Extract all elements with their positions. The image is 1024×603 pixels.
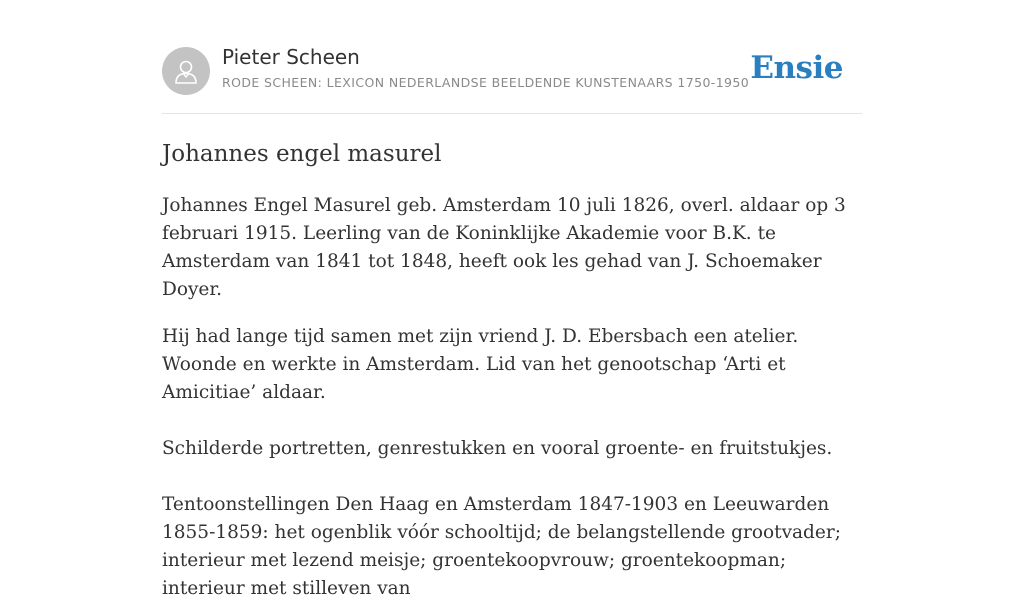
article-body <box>162 192 862 603</box>
article-title: Johannes engel masurel <box>162 141 442 167</box>
author-name[interactable]: Pieter Scheen <box>222 45 360 69</box>
paragraph-2: Hij had lange tijd samen met zijn vriend J. D. Ebersbach een atelier. Woonde en werkte in Amsterdam. Lid van het genootschap ‘Arti et Amicitiae’ aldaar. <box>162 326 799 403</box>
user-icon <box>171 56 201 86</box>
author-avatar[interactable] <box>162 47 210 95</box>
paragraph-1: Johannes Engel Masurel geb. Amsterdam 10 juli 1826, overl. aldaar op 3 februari 1915. Leerling van de Koninklijke Akademie voor B.K. te Amsterdam van 1841 tot 1848, heeft ook les gehad van J. Schoemaker Doyer. <box>162 195 846 300</box>
ensie-logo[interactable]: Ensie <box>750 50 843 86</box>
paragraph-3: Schilderde portretten, genrestukken en vooral groente- en fruitstukjes. <box>162 438 833 459</box>
article-header <box>162 0 862 114</box>
source-title[interactable]: RODE SCHEEN: LEXICON NEDERLANDSE BEELDENDE KUNSTENAARS 1750-1950 <box>222 75 750 90</box>
content-column <box>162 0 862 603</box>
paragraph-4: Tentoonstellingen Den Haag en Amsterdam 1847-1903 en Leeuwarden 1855-1859: het ogenblik vóór schooltijd; de belangstellende grootvader; interieur met lezend meisje; groentekoopvrouw; groentekoopman; interieur met stilleven van <box>162 494 841 599</box>
